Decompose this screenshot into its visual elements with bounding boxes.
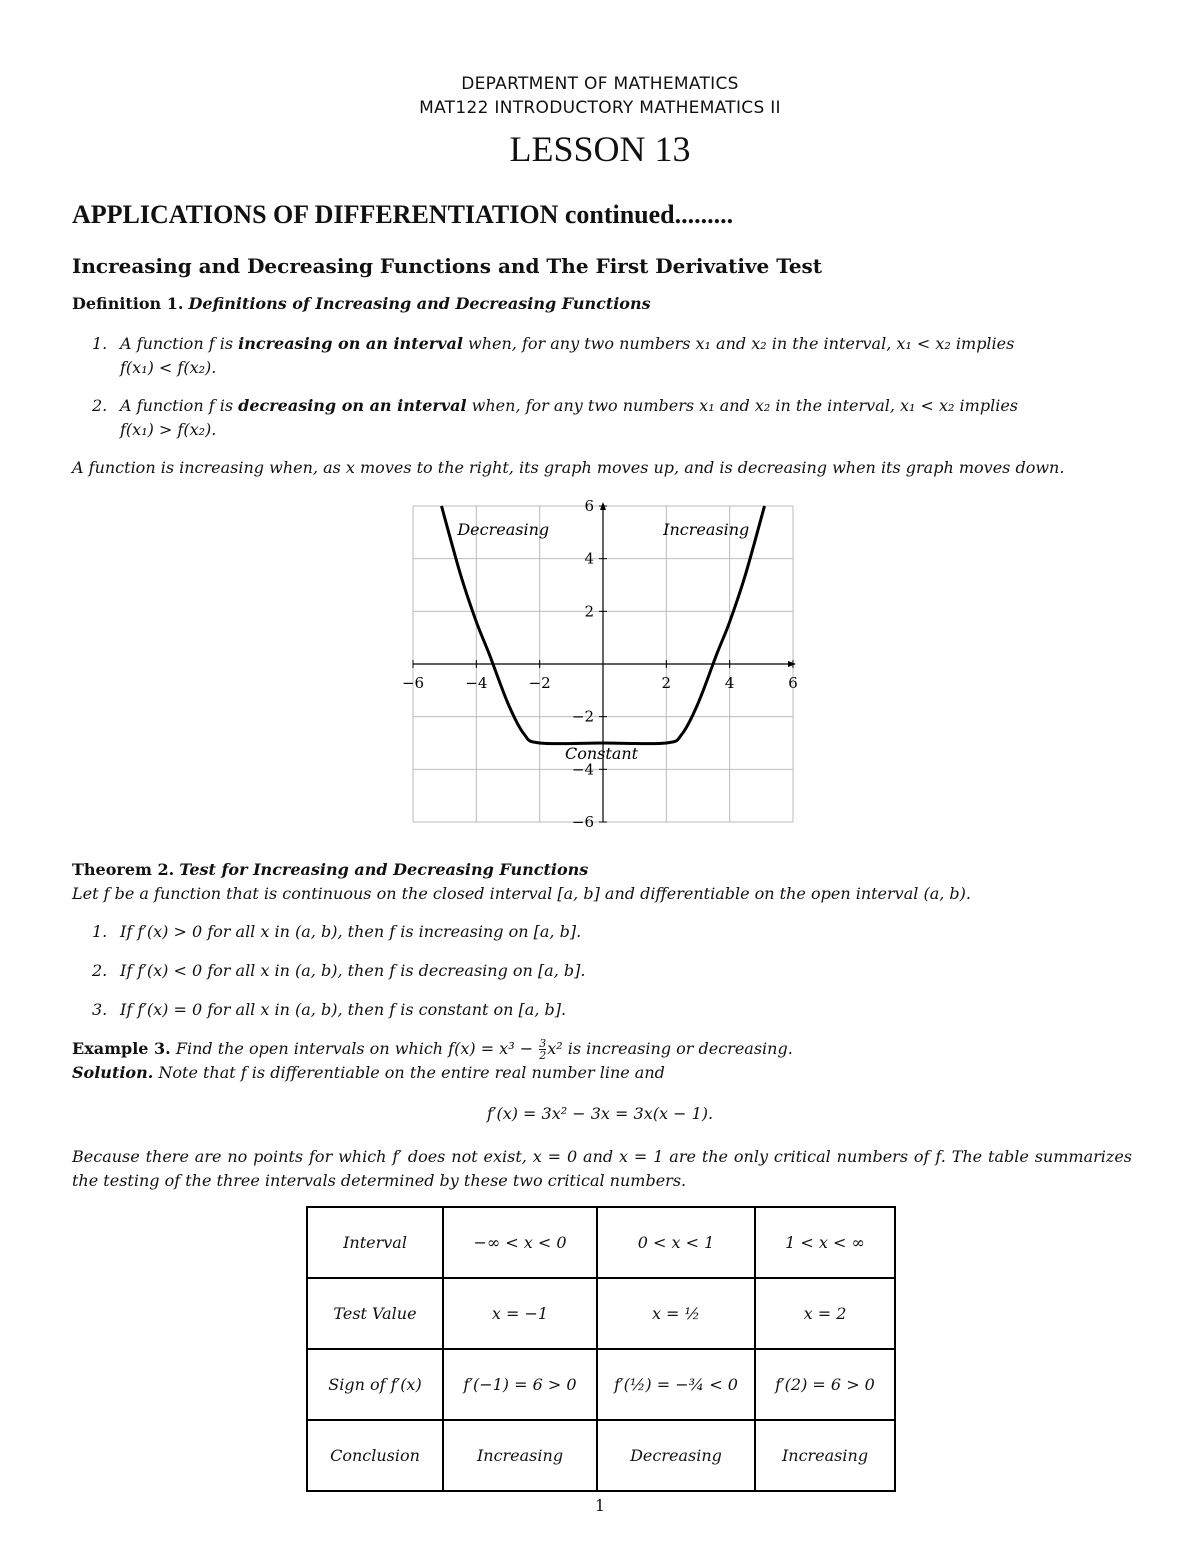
table-cell: Increasing	[755, 1420, 895, 1491]
department-header: DEPARTMENT OF MATHEMATICS	[461, 74, 739, 94]
table-row	[307, 1278, 895, 1349]
fraction	[539, 1038, 546, 1061]
table-row	[307, 1349, 895, 1420]
page-number: 1	[594, 1496, 606, 1515]
table-cell: Test Value	[307, 1278, 443, 1349]
item-number: 1.	[92, 334, 108, 353]
table-row	[307, 1420, 895, 1491]
theorem-item-3	[92, 998, 1132, 1022]
table-cell: 0 < x < 1	[597, 1207, 755, 1278]
x-tick-label: 4	[724, 674, 735, 692]
theorem-item-1	[92, 920, 1132, 944]
solution-label: Solution.	[72, 1063, 154, 1082]
theorem-item-2	[92, 959, 1132, 983]
definition-item-2	[92, 394, 1132, 442]
derivative-equation: f′(x) = 3x² − 3x = 3x(x − 1).	[486, 1104, 714, 1123]
example-text: x² is increasing or decreasing.	[547, 1039, 793, 1058]
example-heading	[72, 1037, 1132, 1061]
definition-heading	[72, 292, 1132, 316]
table-cell: Interval	[307, 1207, 443, 1278]
definition-remark: A function is increasing when, as x moves to the right, its graph moves up, and is decreasing when its graph moves down.	[72, 458, 1065, 477]
item-text: If f′(x) < 0 for all x in (a, b), then f is decreasing on [a, b].	[120, 961, 586, 980]
item-text: when, for any two numbers x₁ and x₂ in the interval, x₁ < x₂ implies	[466, 396, 1018, 415]
fraction-numerator: 3	[539, 1037, 547, 1050]
item-number: 1.	[92, 922, 108, 941]
table-cell: f′(−1) = 6 > 0	[443, 1349, 597, 1420]
example-text: Find the open intervals on which f(x) = x³ −	[175, 1039, 539, 1058]
graph-axes	[413, 502, 796, 822]
item-text: If f′(x) = 0 for all x in (a, b), then f is constant on [a, b].	[120, 1000, 567, 1019]
table-cell: x = −1	[443, 1278, 597, 1349]
table-cell: Sign of f′(x)	[307, 1349, 443, 1420]
graph-annotation: Decreasing	[457, 519, 550, 539]
item-continuation: f(x₁) < f(x₂).	[120, 358, 217, 377]
item-text: A function f is	[120, 396, 239, 415]
item-bold-term: increasing on an interval	[238, 334, 463, 353]
graph-annotation: Increasing	[663, 519, 750, 539]
table-cell: −∞ < x < 0	[443, 1207, 597, 1278]
item-number: 2.	[92, 961, 108, 980]
item-continuation: f(x₁) > f(x₂).	[120, 420, 217, 439]
y-tick-label: −2	[571, 707, 594, 726]
course-header: MAT122 INTRODUCTORY MATHEMATICS II	[419, 98, 781, 118]
y-tick-label: 2	[584, 602, 594, 621]
y-tick-label: −6	[571, 813, 594, 831]
item-number: 3.	[92, 1000, 108, 1019]
x-tick-label: −4	[465, 674, 488, 692]
item-text: A function f is	[120, 334, 239, 353]
table-cell: f′(2) = 6 > 0	[755, 1349, 895, 1420]
definition-title: Definitions of Increasing and Decreasing Functions	[188, 294, 651, 313]
table-cell: x = ½	[597, 1278, 755, 1349]
item-text: when, for any two numbers x₁ and x₂ in the interval, x₁ < x₂ implies	[462, 334, 1015, 353]
table-cell: 1 < x < ∞	[755, 1207, 895, 1278]
x-tick-label: −2	[528, 674, 551, 692]
solution-text: Note that f is differentiable on the entire real number line and	[158, 1063, 665, 1082]
item-number: 2.	[92, 396, 108, 415]
table-row	[307, 1207, 895, 1278]
y-tick-label: 6	[584, 497, 594, 515]
table-cell: Conclusion	[307, 1420, 443, 1491]
x-tick-label: 2	[661, 674, 672, 692]
theorem-heading	[72, 858, 1132, 882]
graph-annotation: Constant	[565, 743, 639, 763]
critical-numbers-text: Because there are no points for which f′ does not exist, x = 0 and x = 1 are the only critical numbers of f. The table summarizes the testing of the three intervals determined by these two critical numbers.	[72, 1147, 1132, 1190]
definition-label: Definition 1.	[72, 294, 184, 313]
table-cell: Increasing	[443, 1420, 597, 1491]
x-tick-label: 6	[788, 674, 798, 692]
fraction-denominator: 2	[539, 1049, 547, 1062]
item-bold-term: decreasing on an interval	[238, 396, 467, 415]
solution-line	[72, 1061, 1132, 1085]
sign-table	[306, 1206, 896, 1492]
section-title: APPLICATIONS OF DIFFERENTIATION continued.........	[72, 200, 734, 229]
y-tick-label: −4	[571, 760, 594, 779]
lesson-title: LESSON 13	[509, 129, 691, 169]
table-cell: Decreasing	[597, 1420, 755, 1491]
definition-item-1	[92, 332, 1132, 380]
item-text: If f′(x) > 0 for all x in (a, b), then f is increasing on [a, b].	[120, 922, 582, 941]
example-label: Example 3.	[72, 1039, 171, 1058]
theorem-intro: Let f be a function that is continuous on the closed interval [a, b] and differentiable on the open interval (a, b).	[72, 884, 971, 903]
function-graph	[400, 496, 810, 832]
table-cell: f′(½) = −¾ < 0	[597, 1349, 755, 1420]
subsection-title: Increasing and Decreasing Functions and The First Derivative Test	[72, 254, 823, 278]
x-axis-arrow	[788, 661, 796, 667]
theorem-title: Test for Increasing and Decreasing Functions	[179, 860, 589, 879]
x-tick-label: −6	[401, 674, 425, 692]
table-cell: x = 2	[755, 1278, 895, 1349]
y-tick-label: 4	[584, 549, 594, 568]
theorem-label: Theorem 2.	[72, 860, 175, 879]
